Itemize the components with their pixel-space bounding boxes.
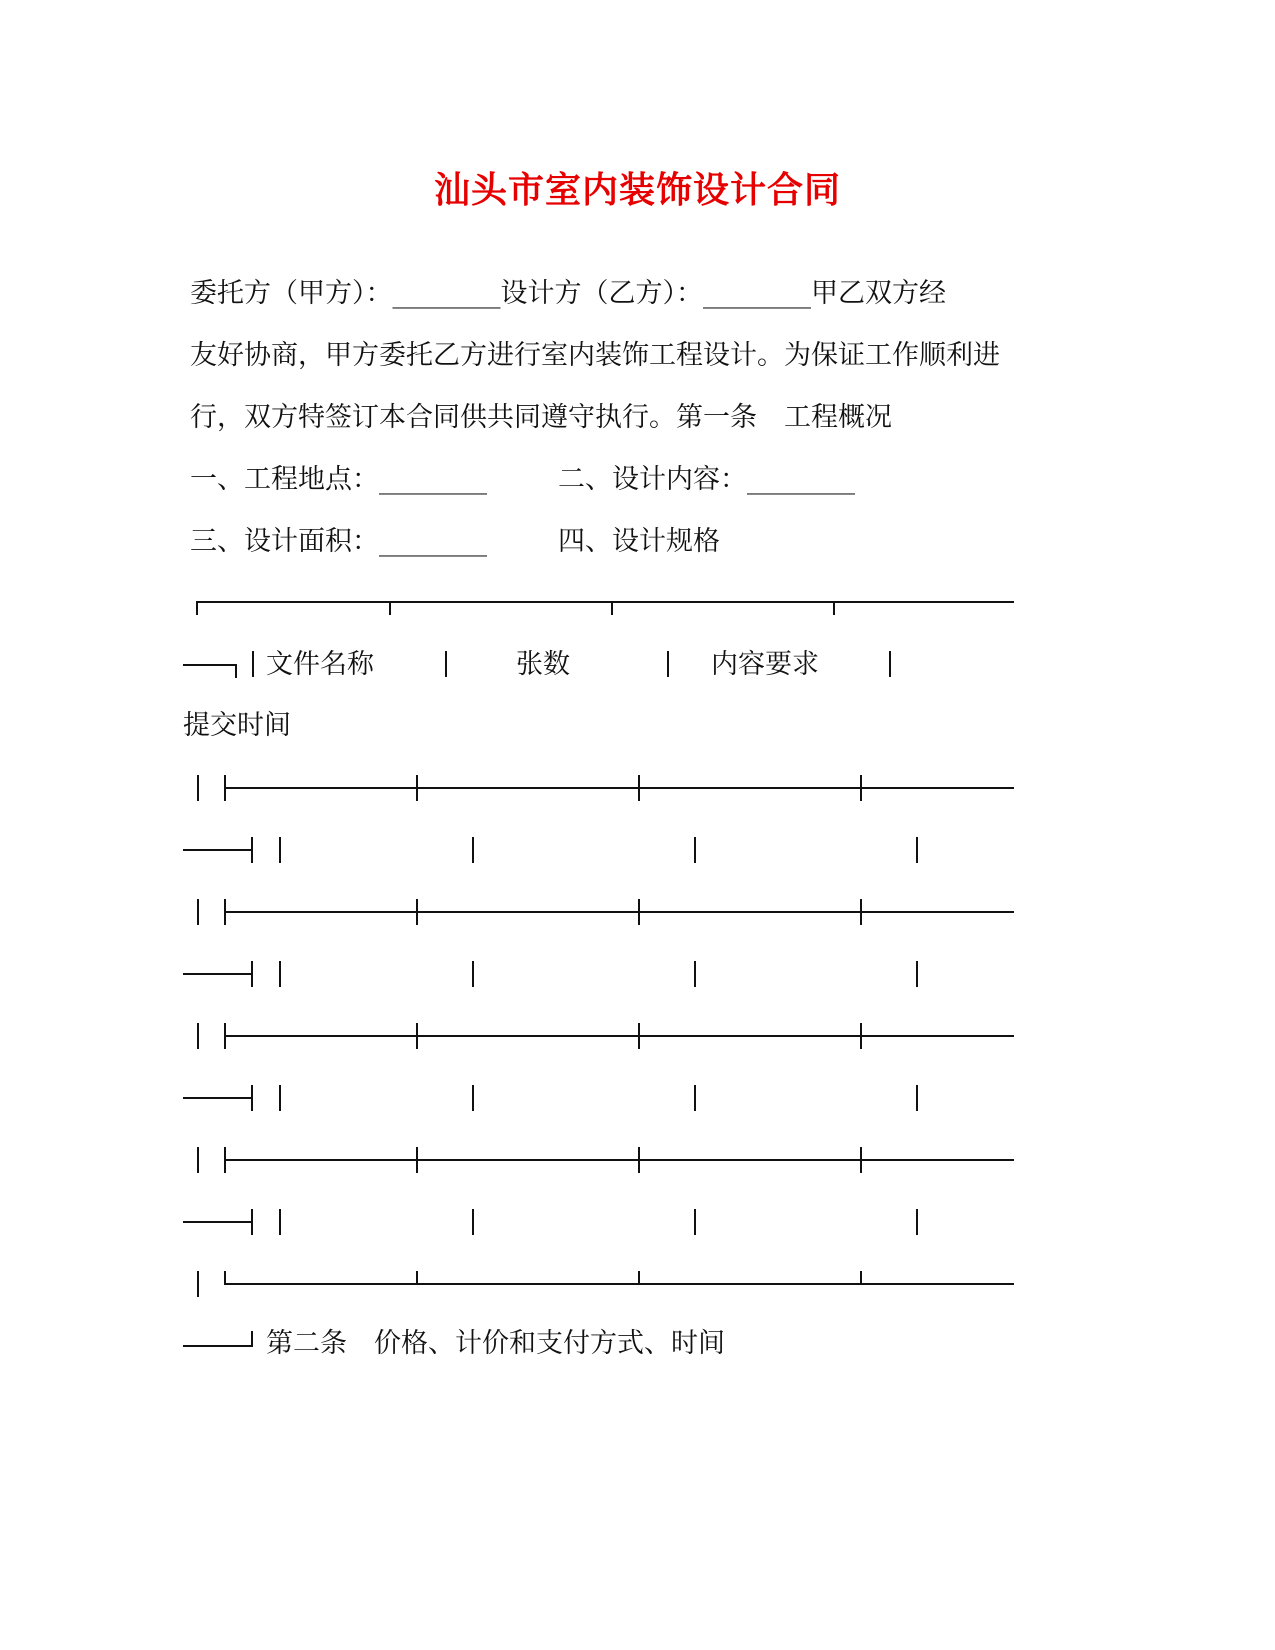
table-vertical-bar [860,775,862,801]
table-vertical-bar [638,775,640,801]
table-column-tick [638,1271,640,1285]
table-vertical-bar [197,899,199,925]
article-2-heading: 第二条 价格、计价和支付方式、时间 [266,1328,725,1359]
table-vertical-bar [416,1147,418,1173]
table-vertical-bar [472,1085,474,1111]
table-column-tick [416,1271,418,1285]
design-spec-label: 四、设计规格 [558,526,720,557]
table-corner-tick [196,601,198,615]
table-vertical-bar [916,961,918,987]
table-column-tick [389,601,391,615]
table-vertical-bar [694,1209,696,1235]
table-vertical-bar [472,961,474,987]
table-row-separator [224,1159,1014,1161]
table-vertical-bar [251,961,253,987]
table-header-cell: 提交时间 [183,710,291,741]
table-bottom-border [224,1283,1014,1285]
table-vertical-bar [860,1023,862,1049]
table-vertical-bar [889,651,891,677]
table-wrap-segment [183,849,253,851]
table-vertical-bar [916,1085,918,1111]
table-vertical-bar [251,1085,253,1111]
table-vertical-bar [197,1023,199,1049]
paragraph-line-2: 友好协商，甲方委托乙方进行室内装饰工程设计。为保证工作顺利进 [190,340,1000,371]
table-vertical-bar [638,1147,640,1173]
table-header-cell: 内容要求 [711,649,819,680]
table-wrap-segment [183,1345,253,1347]
paragraph-line-1: 委托方（甲方）：________设计方（乙方）：________甲乙双方经 [190,278,946,309]
table-vertical-bar [279,1209,281,1235]
table-vertical-bar [472,837,474,863]
table-vertical-bar [252,651,254,677]
table-wrap-segment [183,1221,253,1223]
table-top-border [196,601,1014,603]
table-vertical-bar [916,837,918,863]
table-wrap-segment [183,973,253,975]
table-vertical-bar [251,837,253,863]
table-vertical-bar [860,1147,862,1173]
table-vertical-bar [916,1209,918,1235]
table-row-separator [224,787,1014,789]
table-header-cell: 张数 [516,649,570,680]
design-area-field: 三、设计面积：________ [190,526,487,557]
table-vertical-bar [416,775,418,801]
paragraph-line-3: 行，双方特签订本合同供共同遵守执行。第一条 工程概况 [190,402,892,433]
table-vertical-bar [638,899,640,925]
table-vertical-bar [694,837,696,863]
table-vertical-bar [416,1023,418,1049]
table-vertical-bar [667,651,669,677]
table-vertical-bar [279,1085,281,1111]
table-column-tick [833,601,835,615]
table-vertical-bar [638,1023,640,1049]
table-header-cell: 文件名称 [266,649,374,680]
table-wrap-segment [183,664,237,666]
table-wrap-tick [235,664,237,678]
table-vertical-bar [416,899,418,925]
table-vertical-bar [694,961,696,987]
table-row-separator [224,911,1014,913]
table-vertical-bar [279,837,281,863]
table-column-tick [860,1271,862,1285]
document-title: 汕头市室内装饰设计合同 [433,169,841,211]
design-content-field: 二、设计内容：________ [558,464,855,495]
table-vertical-bar [860,899,862,925]
table-vertical-bar [197,1147,199,1173]
table-corner-tick [251,1331,253,1347]
table-column-tick [611,601,613,615]
table-vertical-bar [472,1209,474,1235]
table-vertical-bar [197,775,199,801]
location-field: 一、工程地点：________ [190,464,487,495]
table-vertical-bar [445,651,447,677]
table-vertical-bar [694,1085,696,1111]
table-vertical-bar [251,1209,253,1235]
table-wrap-segment [183,1097,253,1099]
table-vertical-bar [197,1271,199,1297]
table-row-separator [224,1035,1014,1037]
table-vertical-bar [279,961,281,987]
